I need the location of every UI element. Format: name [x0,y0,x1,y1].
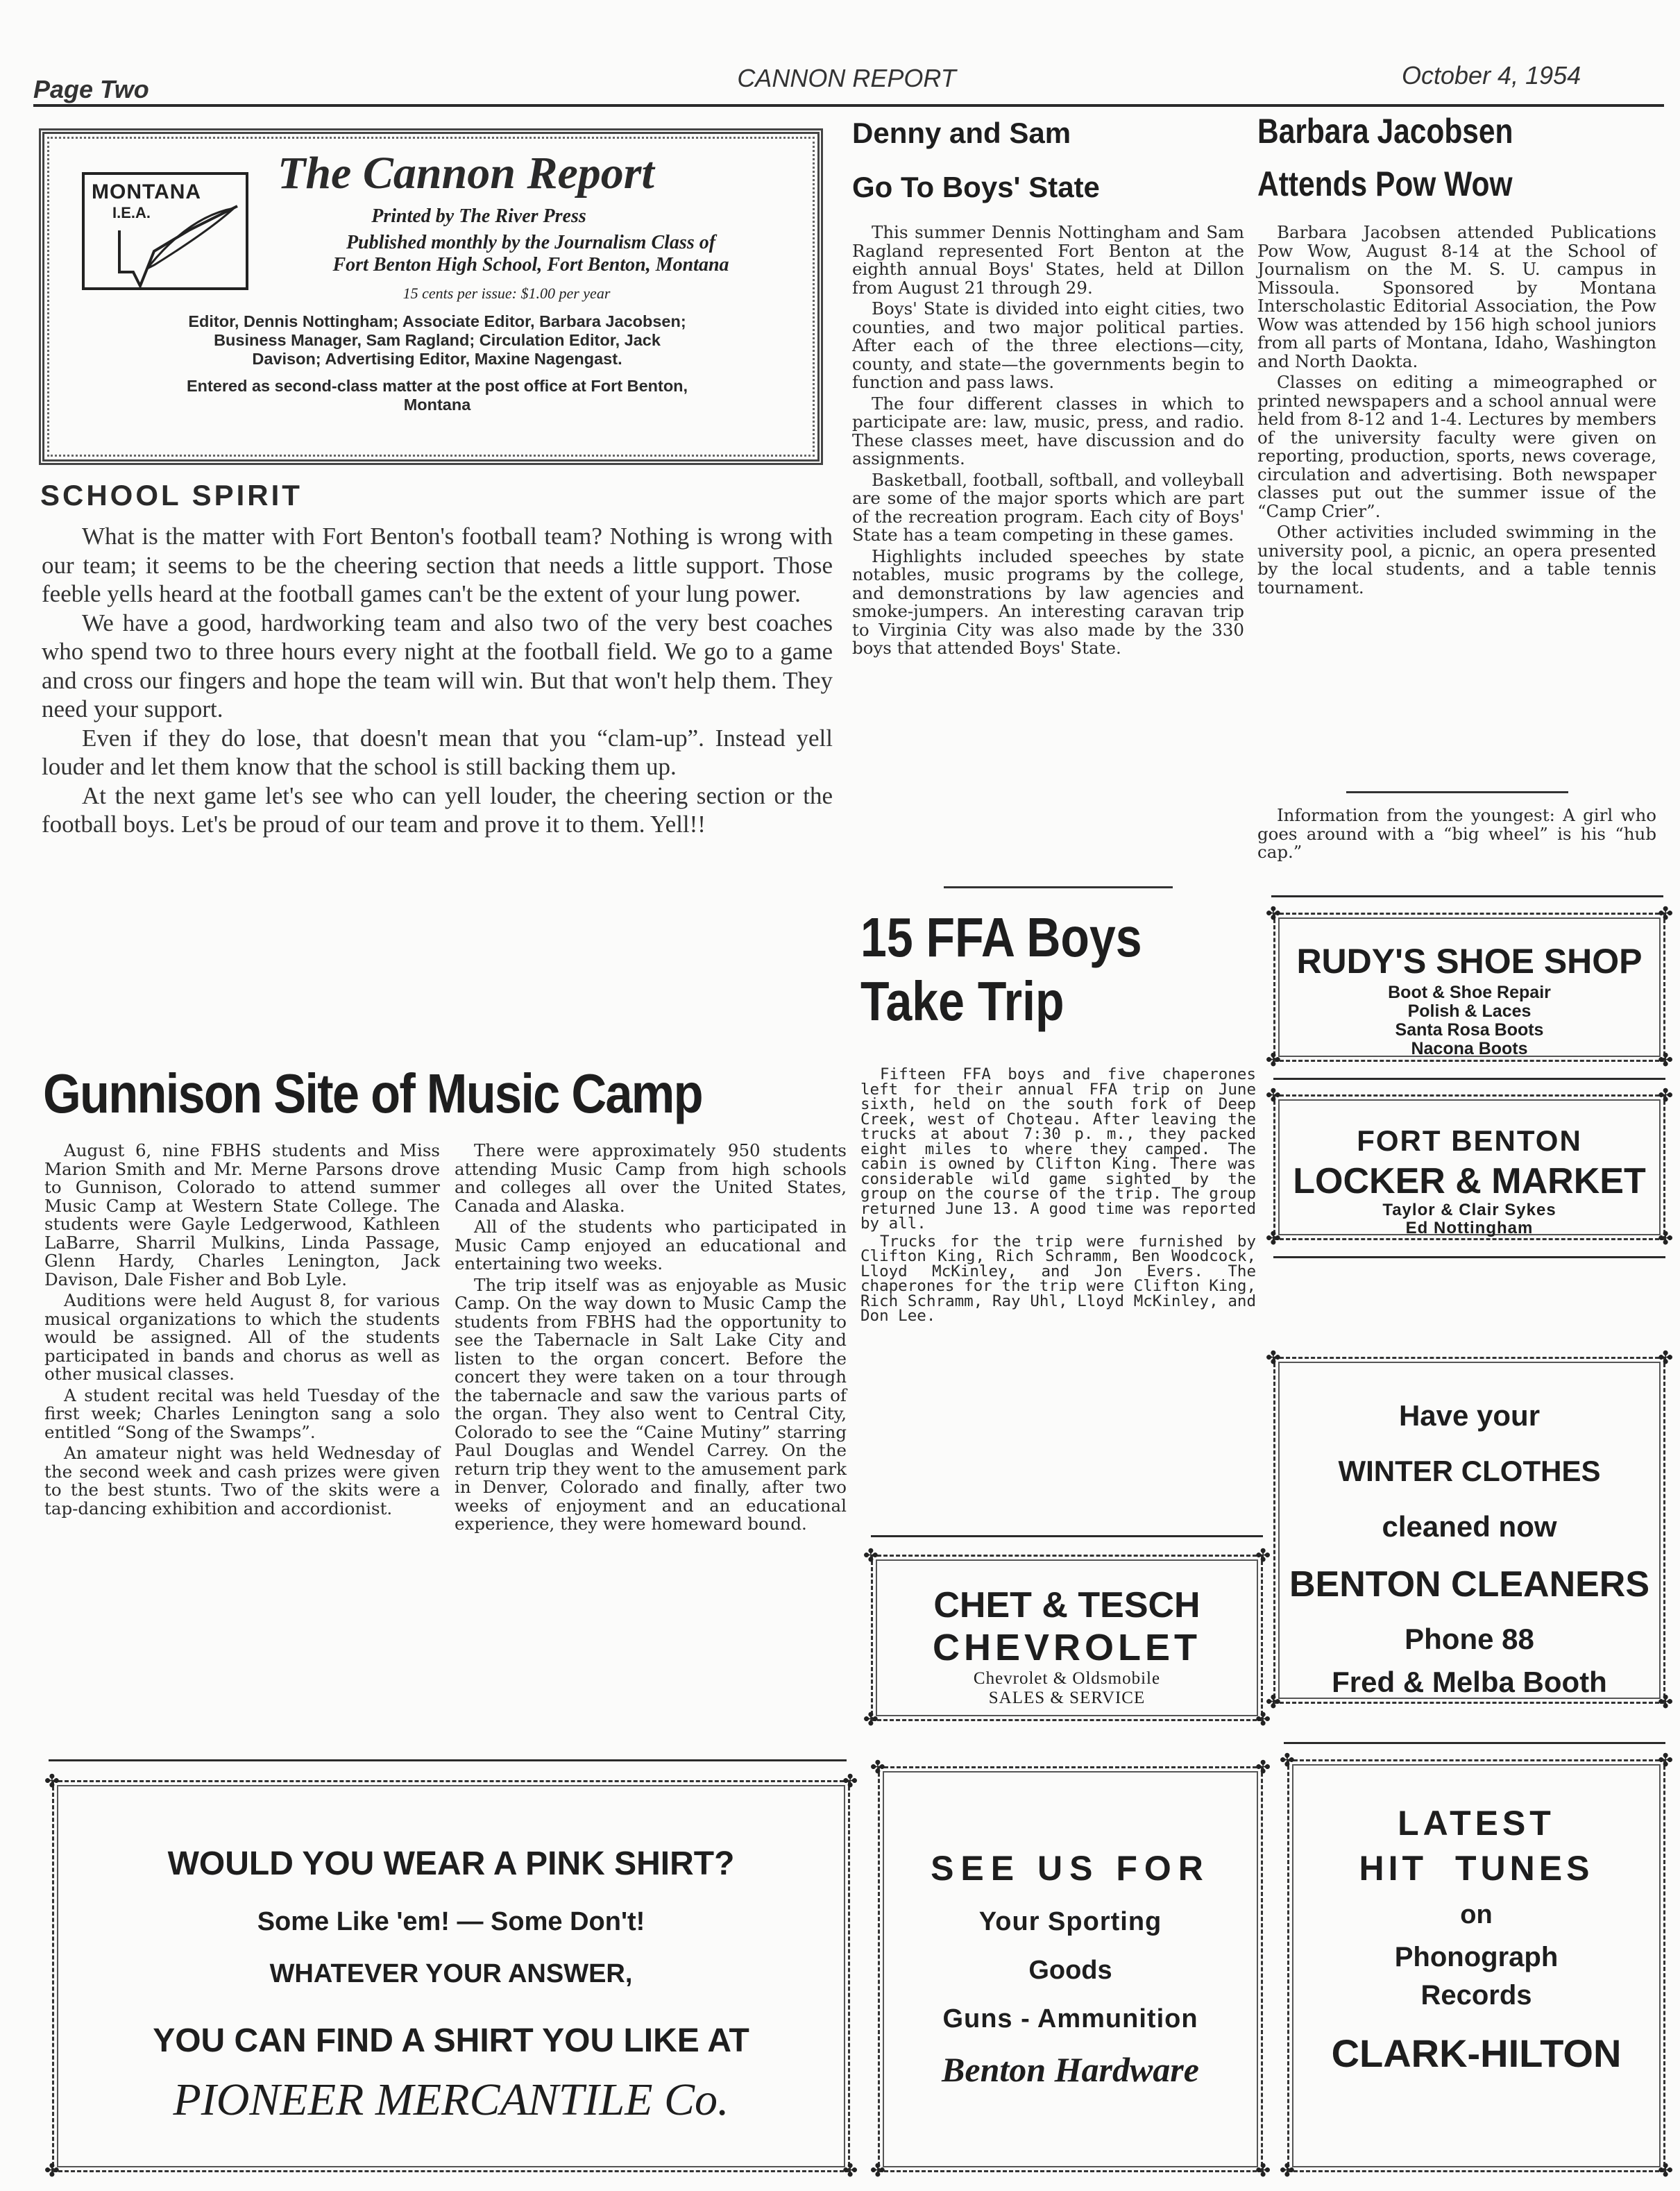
corner-ornament-icon: ✤ [1266,904,1281,924]
ffa-article [860,1067,1256,1327]
ad-clark-line-5: Records [1420,1980,1532,2011]
montana-iea-logo [82,172,248,290]
ad-rudys-shoe-shop [1266,904,1673,1071]
ad-clark-line-4: Phonograph [1394,1942,1559,1972]
paragraph: The trip itself was as enjoyable as Music Camp. On the way down to Music Camp the students from FBHS had the opportunity to see the Tabernacle in Salt Lake City and listen to the organ concert. Before the concert they were taken on a tour through the tabernacle and saw the various parts of the organ. They also went to Central City, Colorado to see the “Caine Mutiny” starring Paul Douglas and Wendel Carrey. On the return trip they went to the amusement park in Denver, Colorado and finally, after two weeks of enjoyment and an educational experience, they were homeward bound. [455,1274,847,1534]
entered-line-1: Entered as second-class matter at the post office at Fort Benton, [186,377,688,395]
ad-hardware-name: Benton Hardware [942,2050,1199,2089]
paragraph: At the next game let's see who can yell louder, the cheering section or the football boys. Let's be proud of our team and prove it to them. Yell!! [42,781,833,838]
paragraph: Other activities included swimming in the university pool, a picnic, an opera presented by the local students, and a table tennis tournament. [1257,522,1656,598]
paragraph: Even if they do lose, that doesn't mean that you “clam-up”. Instead yell louder and let them know that the school is still backing them up. [42,724,833,780]
paragraph: There were approximately 950 students attending Music Camp from high schools and colleges all over the United States, Canada and Alaska. [455,1140,847,1216]
corner-ornament-icon: ✤ [842,2160,858,2181]
ad-clark-hilton [1280,1750,1673,2181]
ad-chet-tesch [863,1546,1271,1730]
section-rule [49,1759,847,1761]
paragraph: August 6, nine FBHS students and Miss Marion Smith and Mr. Merne Parsons drove to Gunnison, Colorado to attend summer Music Camp at Western State College. The students were Gayle Ledgerwood, Kathleen LaBarre, Sharril Mulkins, Linda Passage, Glenn Hardy, Charles Lenington, Jack Davison, Dale Fisher and Bob Lyle. [44,1140,440,1289]
paragraph: The four different classes in which to participate are: law, music, press, and radio. These classes meet, have discussion and do assignments. [852,393,1244,468]
paper-name: CANNON REPORT [737,64,956,92]
corner-ornament-icon: ✤ [863,1709,879,1730]
ad-rudys-line: Santa Rosa Boots [1395,1020,1544,1040]
corner-ornament-icon: ✤ [1658,1750,1673,1771]
paragraph: Classes on editing a mimeographed or printed newspapers and a school annual were held from 8-12 and 1-4. Lectures by members of the university faculty were given on reporting, production, sports, news coverage, circulation and advertising. Both newspaper classes put out the summer issue of the “Camp Crier”. [1257,372,1656,521]
barbara-headline-2: Attends Pow Wow [1257,164,1513,203]
ad-cleaners-line: WINTER CLOTHES [1338,1455,1601,1487]
filler-divider [1346,791,1568,793]
ad-chet-line: SALES & SERVICE [988,1689,1146,1707]
staff-line-3: Davison; Advertising Editor, Maxine Nagengast. [252,350,622,368]
school-spirit-article [42,522,833,839]
printed-by: Printed by The River Press [371,205,586,227]
corner-ornament-icon: ✤ [1255,2160,1271,2181]
ad-chet-name: CHEVROLET [932,1627,1202,1668]
corner-ornament-icon: ✤ [1255,1709,1271,1730]
ad-benton-cleaners [1266,1348,1673,1713]
corner-ornament-icon: ✤ [1266,1085,1281,1106]
corner-ornament-icon: ✤ [1266,1692,1281,1713]
paragraph: Auditions were held August 8, for various musical organizations to which the students would be assigned. All of the students participated in bands and chorus as well as other musical classes. [44,1290,440,1384]
paragraph: An amateur night was held Wednesday of the second week and cash prizes were given to the best stunts. Two of the skits were a tap-dancing exhibition and accordionist. [44,1443,440,1519]
ad-chet-line-1: CHET & TESCH [933,1585,1200,1625]
paragraph: A student recital was held Tuesday of the first week; Charles Lenington sang a solo entitled “Song of the Swamps”. [44,1385,440,1442]
corner-ornament-icon: ✤ [1280,2160,1295,2181]
barbara-article [1257,223,1656,600]
ad-clark-name: CLARK-HILTON [1331,2031,1622,2075]
paragraph: Barbara Jacobsen attended Publications Pow Wow, August 8-14 at the School of Journalism on the M. S. U. campus in Missoula. Sponsored by Montana Interscholastic Editorial Association, the Pow Wow was attended by 156 high school juniors from all parts of Montana, Idaho, Washington and North Daokta. [1257,222,1656,371]
ad-benton-hardware [870,1757,1271,2181]
gunnison-col-2 [455,1142,847,1537]
paragraph: Boys' State is divided into eight cities, two counties, and two major political parties. After each of the three elections—city, county, and state—the governments begin to function and pass laws. [852,298,1244,392]
ad-chet-line: Chevrolet & Oldsmobile [973,1669,1161,1688]
logo-text: MONTANA [92,180,202,203]
ad-locker-line: Taylor & Clair Sykes [1382,1201,1556,1219]
corner-ornament-icon: ✤ [1266,1228,1281,1249]
corner-ornament-icon: ✤ [1280,1750,1295,1771]
corner-ornament-icon: ✤ [1266,1348,1281,1369]
corner-ornament-icon: ✤ [1658,1228,1673,1249]
entered-line-2: Montana [403,396,471,414]
ad-pioneer-mercantile [44,1771,858,2181]
header-rule [33,104,1664,107]
ad-rudys-line: Polish & Laces [1407,1001,1531,1021]
ad-locker-line: Ed Nottingham [1405,1219,1534,1237]
paragraph: Fifteen FFA boys and five chaperones left for their annual FFA trip on June sixth, held on the south fork of Deep Creek, west of Choteau. After leaving the trucks at about 7:30 p. m., they packed eight miles to where they camped. The cabin is owned by Clifton King. There was considerable wild game sighted by the group on the course of the trip. The group returned June 13. A good time was reported by all. [860,1065,1256,1233]
corner-ornament-icon: ✤ [870,2160,885,2181]
paragraph: This summer Dennis Nottingham and Sam Ragland represented Fort Benton at the eighth annual Boys' States, held at Dillon from August 21 through 29. [852,222,1244,298]
ad-clark-line-2: HIT TUNES [1359,1849,1594,1888]
ad-pioneer-name: PIONEER MERCANTILE Co. [173,2074,729,2125]
logo-subtext: I.E.A. [112,204,151,221]
corner-ornament-icon: ✤ [1658,1050,1673,1071]
corner-ornament-icon: ✤ [1658,904,1673,924]
masthead-title: The Cannon Report [278,148,654,198]
corner-ornament-icon: ✤ [44,1771,60,1792]
published-line-2: Fort Benton High School, Fort Benton, Montana [332,254,729,276]
ad-cleaners-line: Have your [1398,1399,1541,1432]
paragraph: All of the students who participated in Music Camp enjoyed an educational and entertaining two weeks. [455,1217,847,1274]
corner-ornament-icon: ✤ [1266,1050,1281,1071]
corner-ornament-icon: ✤ [1658,2160,1673,2181]
corner-ornament-icon: ✤ [870,1757,885,1778]
ad-rudys-name: RUDY'S SHOE SHOP [1296,942,1643,981]
section-rule [871,1535,1263,1537]
ad-pioneer-line-1: WOULD YOU WEAR A PINK SHIRT? [167,1845,735,1882]
ad-pioneer-line-3: WHATEVER YOUR ANSWER, [269,1959,633,1988]
youngest-filler [1257,806,1656,865]
issue-date: October 4, 1954 [1402,61,1581,90]
ad-cleaners-owners: Fred & Melba Booth [1332,1666,1607,1698]
corner-ornament-icon: ✤ [1658,1085,1673,1106]
paragraph: Trucks for the trip were furnished by Clifton King, Rich Schramm, Ben Woodcock, Lloyd McKinley, and Jon Evers. The chaperones for the trip were Clifton King, Rich Schramm, Ray Uhl, Lloyd McKinley, and Don Lee. [860,1232,1256,1325]
ad-locker-name: LOCKER & MARKET [1293,1161,1646,1201]
ad-cleaners-name: BENTON CLEANERS [1289,1564,1650,1605]
ad-rudys-line: Nacona Boots [1411,1039,1528,1058]
corner-ornament-icon: ✤ [1255,1546,1271,1566]
staff-line-2: Business Manager, Sam Ragland; Circulation Editor, Jack [214,331,661,349]
paragraph: We have a good, hardworking team and also two of the very best coaches who spend two to three hours every night at the football field. We go to a game and cross our fingers and hope the team will win. But that won't help them. They need your support. [42,609,833,722]
ad-cleaners-phone: Phone 88 [1405,1623,1534,1655]
denny-article [852,223,1244,661]
paragraph: What is the matter with Fort Benton's football team? Nothing is wrong with our team; it seems to be the cheering section that needs a little support. Those feeble yells heard at the football games can't be the extent of your lung power. [42,523,833,607]
ad-hardware-line-4: Guns - Ammunition [942,2004,1198,2033]
ad-rudys-line: Boot & Shoe Repair [1388,983,1551,1002]
staff-line-1: Editor, Dennis Nottingham; Associate Editor, Barbara Jacobsen; [188,312,686,330]
paragraph: Information from the youngest: A girl who goes around with a “big wheel” is his “hub cap.” [1257,805,1656,862]
ad-cleaners-line: cleaned now [1382,1510,1557,1543]
page-label: Page Two [33,75,149,103]
corner-ornament-icon: ✤ [863,1546,879,1566]
section-rule [1271,895,1663,897]
ad-locker-line-1: FORT BENTON [1357,1124,1582,1157]
ffa-headline-2: Take Trip [860,970,1064,1032]
published-line-1: Published monthly by the Journalism Class of [346,232,716,253]
gunnison-headline: Gunnison Site of Music Camp [43,1063,702,1124]
paragraph: Highlights included speeches by state notables, music programs by the college, and demonstrations by law agencies and smoke-jumpers. An interesting caravan trip to Virginia City was also made by the 330 boys that attended Boys' State. [852,545,1244,658]
article-divider [944,886,1173,888]
ad-hardware-line-3: Goods [1028,1956,1112,1985]
ad-divider [1273,1256,1665,1258]
staff-box [69,312,805,414]
denny-headline-2: Go To Boys' State [852,171,1100,203]
school-spirit-headline: SCHOOL SPIRIT [40,479,303,511]
gunnison-col-1 [44,1142,440,1521]
ad-pioneer-line-4: YOU CAN FIND A SHIRT YOU LIKE AT [153,2022,749,2059]
ad-divider [1273,1078,1665,1080]
ad-locker-market [1266,1085,1673,1249]
paragraph: Basketball, football, softball, and volleyball are some of the major sports which are part of the recreation program. Each city of Boys' State has a team competing in these games. [852,469,1244,545]
corner-ornament-icon: ✤ [1658,1692,1673,1713]
corner-ornament-icon: ✤ [1658,1348,1673,1369]
corner-ornament-icon: ✤ [1255,1757,1271,1778]
barbara-headline-1: Barbara Jacobsen [1257,112,1513,151]
ad-clark-line-1: LATEST [1398,1804,1555,1843]
denny-headline-1: Denny and Sam [852,117,1071,149]
corner-ornament-icon: ✤ [842,1771,858,1792]
published-by [267,232,795,276]
ad-pioneer-line-2: Some Like 'em! — Some Don't! [257,1907,645,1936]
price: 15 cents per issue: $1.00 per year [402,285,611,302]
ffa-headline-1: 15 FFA Boys [860,906,1142,968]
ad-hardware-line-1: SEE US FOR [931,1849,1210,1888]
ad-divider [1284,1742,1665,1744]
ad-clark-line-3: on [1460,1900,1493,1929]
quill-icon [105,203,244,289]
corner-ornament-icon: ✤ [44,2160,60,2181]
ffa-headline [860,906,1142,1033]
ad-hardware-line-2: Your Sporting [978,1907,1162,1936]
